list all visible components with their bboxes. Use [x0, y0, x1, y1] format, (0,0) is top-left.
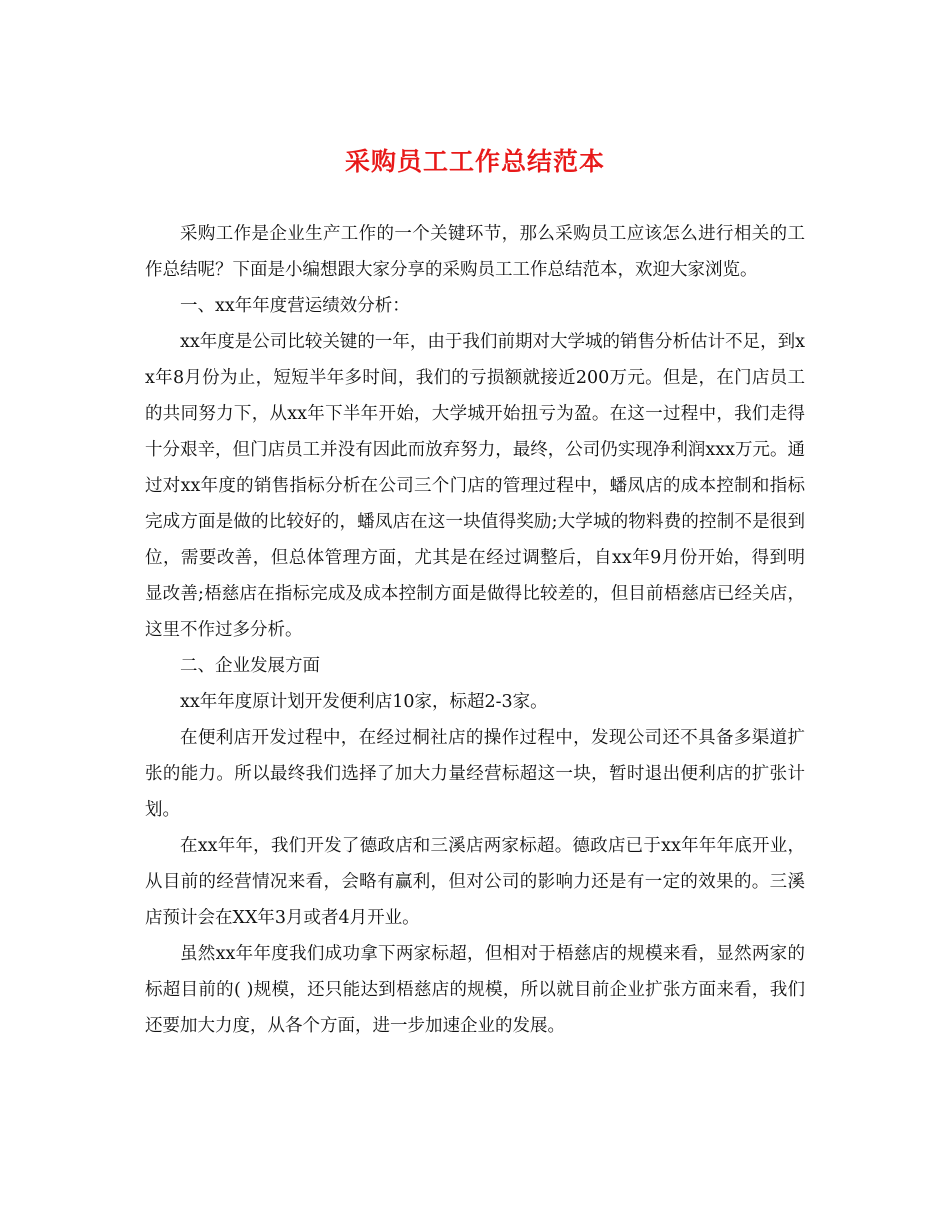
- paragraph-performance: xx年度是公司比较关键的一年，由于我们前期对大学城的销售分析估计不足，到xx年8月份为止，短短半年多时间，我们的亏损额就接近200万元。但是，在门店员工的共同努力下，从xx年下半年开始，大学城开始扭亏为盈。在这一过程中，我们走得十分艰辛，但门店员工并没有因此而放弃努力，最终，公司仍实现净利润xxx万元。通过对xx年度的销售指标分析在公司三个门店的管理过程中，蟠凤店的成本控制和指标完成方面是做的比较好的，蟠凤店在这一块值得奖励;大学城的物料费的控制不是很到位，需要改善，但总体管理方面，尤其是在经过调整后，自xx年9月份开始，得到明显改善;梧慈店在指标完成及成本控制方面是做得比较差的，但目前梧慈店已经关店，这里不作过多分析。: [145, 332, 805, 640]
- paragraph-conclusion: 虽然xx年年度我们成功拿下两家标超，但相对于梧慈店的规模来看，显然两家的标超目前的( )规模，还只能达到梧慈店的规模，所以就目前企业扩张方面来看，我们还要加大力度，从各个方面，进一步加速企业的发展。: [145, 944, 805, 1036]
- paragraph-convenience-stores: 在便利店开发过程中，在经过桐社店的操作过程中，发现公司还不具备多渠道扩张的能力。所以最终我们选择了加大力量经营标超这一块，暂时退出便利店的扩张计划。: [145, 728, 805, 820]
- section-heading-development: 二、企业发展方面: [180, 656, 320, 676]
- paragraph-new-stores: 在xx年年，我们开发了德政店和三溪店两家标超。德政店已于xx年年年底开业，从目前的经营情况来看，会略有赢利，但对公司的影响力还是有一定的效果的。三溪店预计会在XX年3月或者4月开业。: [145, 836, 805, 928]
- document-body: [145, 216, 805, 1044]
- document-title: 采购员工工作总结范本: [344, 147, 605, 176]
- paragraph-plan: xx年年度原计划开发便利店10家，标超2-3家。: [180, 692, 548, 712]
- section-heading-performance: 一、xx年年度营运绩效分析：: [180, 296, 410, 316]
- paragraph-intro: 采购工作是企业生产工作的一个关键环节，那么采购员工应该怎么进行相关的工作总结呢？下面是小编想跟大家分享的采购员工工作总结范本，欢迎大家浏览。: [145, 224, 805, 280]
- document-page: [145, 0, 805, 1230]
